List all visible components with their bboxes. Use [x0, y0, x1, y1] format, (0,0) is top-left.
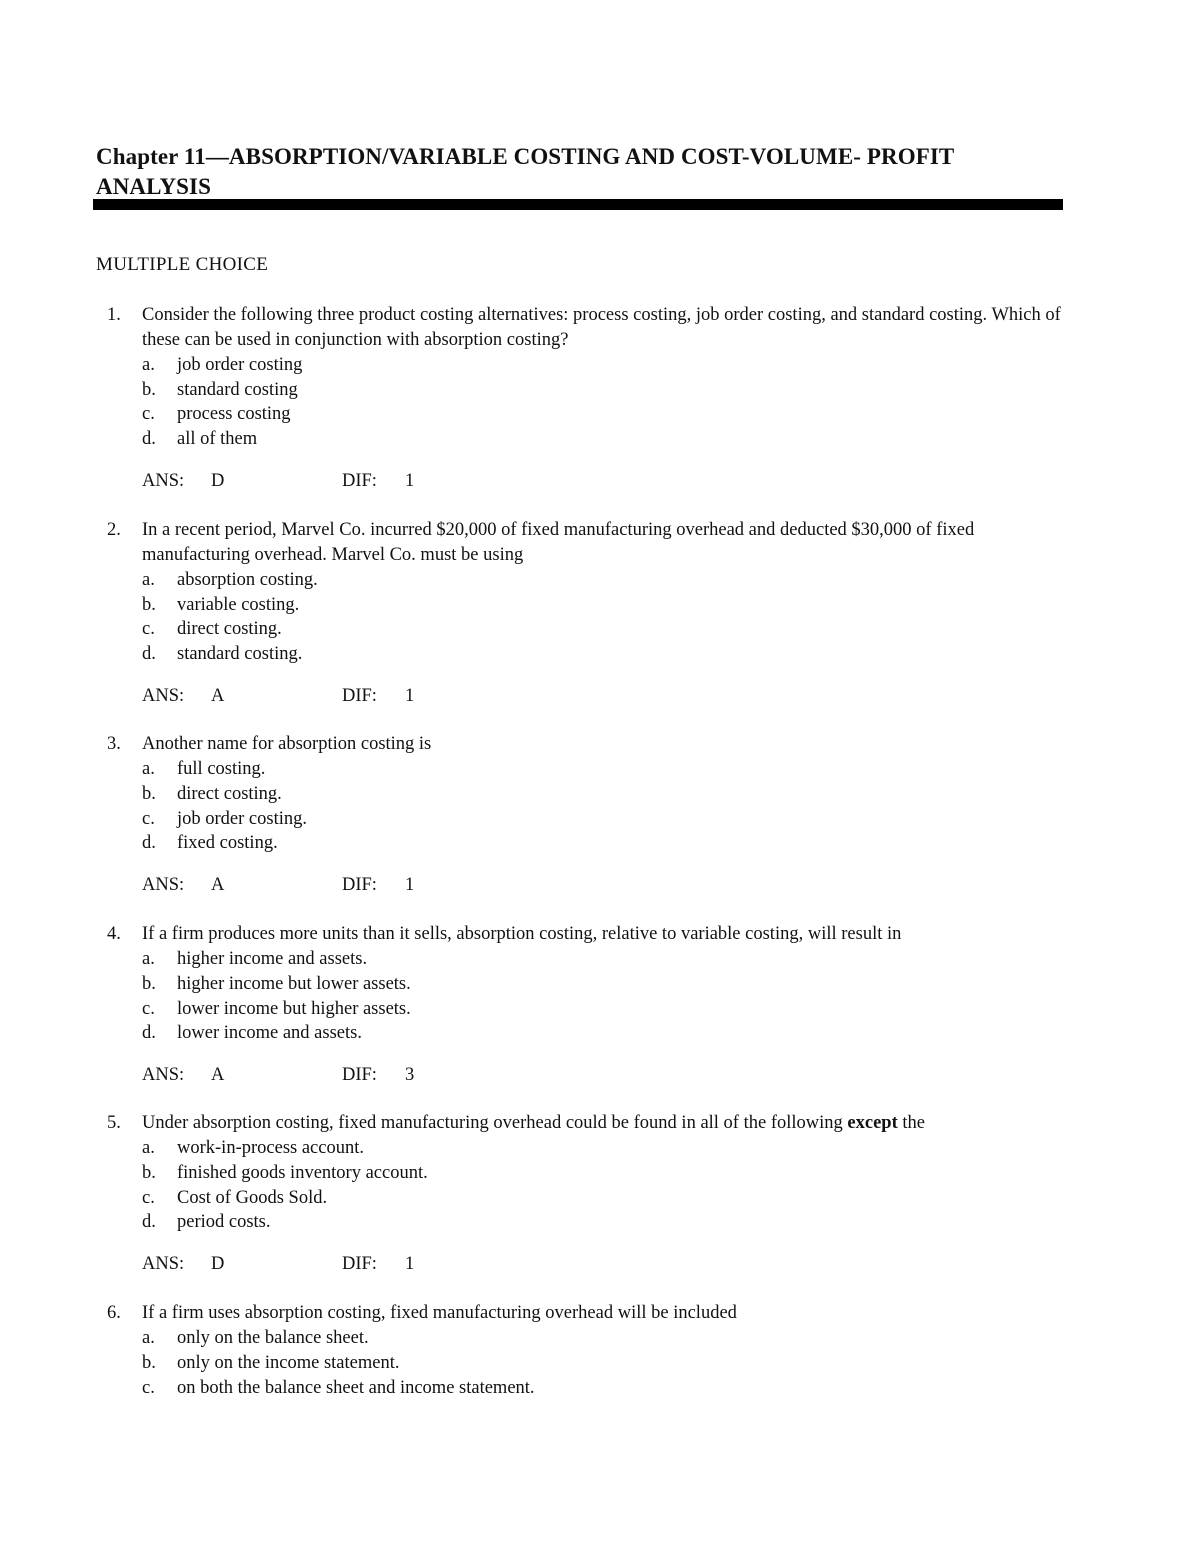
- answer-value: A: [211, 686, 225, 706]
- answer-value: D: [211, 471, 225, 491]
- section-heading: MULTIPLE CHOICE: [96, 254, 269, 275]
- option-letter: d.: [142, 1212, 156, 1232]
- option-letter: c.: [142, 619, 155, 639]
- difficulty-value: 1: [405, 686, 415, 706]
- option-letter: b.: [142, 1163, 156, 1183]
- option-letter: a.: [142, 1328, 155, 1348]
- option-text: job order costing: [177, 355, 303, 375]
- option-letter: a.: [142, 949, 155, 969]
- option-text: Cost of Goods Sold.: [177, 1188, 328, 1208]
- difficulty-value: 3: [405, 1065, 415, 1085]
- option-letter: b.: [142, 1353, 156, 1373]
- question-number: 3.: [107, 734, 121, 754]
- question-text-part: the: [897, 1113, 925, 1133]
- emphasis-except: except: [847, 1113, 898, 1133]
- option-letter: d.: [142, 1023, 156, 1043]
- option-text: all of them: [177, 429, 258, 449]
- option-letter: c.: [142, 1378, 155, 1398]
- option-text: job order costing.: [177, 809, 307, 829]
- answer-label: ANS:: [142, 1065, 185, 1085]
- option-text: process costing: [177, 404, 291, 424]
- option-text: on both the balance sheet and income statement.: [177, 1378, 535, 1398]
- difficulty-value: 1: [405, 471, 415, 491]
- option-letter: b.: [142, 595, 156, 615]
- question-number: 1.: [107, 305, 121, 325]
- option-text: only on the income statement.: [177, 1353, 400, 1373]
- question-text-part: Under absorption costing, fixed manufacturing overhead could be found in all of the following: [142, 1113, 848, 1133]
- question-text: [142, 1301, 1072, 1326]
- option-letter: a.: [142, 355, 155, 375]
- option-letter: c.: [142, 1188, 155, 1208]
- difficulty-label: DIF:: [342, 875, 377, 895]
- option-letter: c.: [142, 404, 155, 424]
- option-text: variable costing.: [177, 595, 300, 615]
- option-text: standard costing: [177, 380, 298, 400]
- option-text: work-in-process account.: [177, 1138, 364, 1158]
- option-text: direct costing.: [177, 619, 282, 639]
- question-text-part: If a firm produces more units than it sells, absorption costing, relative to variable costing, will result in: [142, 924, 902, 944]
- question-text: [142, 303, 1072, 353]
- answer-label: ANS:: [142, 875, 185, 895]
- option-letter: d.: [142, 429, 156, 449]
- option-text: higher income but lower assets.: [177, 974, 411, 994]
- question-text-part: If a firm uses absorption costing, fixed manufacturing overhead will be included: [142, 1303, 737, 1323]
- answer-value: A: [211, 1065, 225, 1085]
- chapter-title: Chapter 11—ABSORPTION/VARIABLE COSTING AND COST-VOLUME- PROFIT ANALYSIS: [96, 144, 954, 199]
- difficulty-value: 1: [405, 875, 415, 895]
- question-text: [142, 732, 1072, 757]
- option-text: only on the balance sheet.: [177, 1328, 369, 1348]
- question-number: 6.: [107, 1303, 121, 1323]
- option-letter: b.: [142, 974, 156, 994]
- option-letter: d.: [142, 644, 156, 664]
- difficulty-label: DIF:: [342, 471, 377, 491]
- option-text: higher income and assets.: [177, 949, 368, 969]
- option-letter: b.: [142, 380, 156, 400]
- question-text: [142, 922, 1072, 947]
- option-letter: b.: [142, 784, 156, 804]
- answer-value: D: [211, 1254, 225, 1274]
- option-letter: a.: [142, 759, 155, 779]
- question-text-part: Another name for absorption costing is: [142, 734, 432, 754]
- option-text: standard costing.: [177, 644, 303, 664]
- option-text: lower income and assets.: [177, 1023, 362, 1043]
- question-number: 4.: [107, 924, 121, 944]
- option-text: lower income but higher assets.: [177, 999, 411, 1019]
- question-number: 5.: [107, 1113, 121, 1133]
- option-text: full costing.: [177, 759, 266, 779]
- option-letter: a.: [142, 570, 155, 590]
- answer-label: ANS:: [142, 471, 185, 491]
- option-text: direct costing.: [177, 784, 282, 804]
- answer-label: ANS:: [142, 686, 185, 706]
- option-letter: c.: [142, 999, 155, 1019]
- option-text: fixed costing.: [177, 833, 278, 853]
- option-text: absorption costing.: [177, 570, 318, 590]
- option-letter: d.: [142, 833, 156, 853]
- difficulty-label: DIF:: [342, 1254, 377, 1274]
- difficulty-value: 1: [405, 1254, 415, 1274]
- option-letter: c.: [142, 809, 155, 829]
- answer-value: A: [211, 875, 225, 895]
- question-number: 2.: [107, 520, 121, 540]
- difficulty-label: DIF:: [342, 1065, 377, 1085]
- question-text-part: Consider the following three product costing alternatives: process costing, job order costing, and standard costing. Which of these can be used in conjunction with absorption costing?: [142, 305, 1061, 350]
- answer-label: ANS:: [142, 1254, 185, 1274]
- question-text: [142, 1111, 1072, 1136]
- option-text: period costs.: [177, 1212, 271, 1232]
- question-text: [142, 518, 1072, 568]
- option-letter: a.: [142, 1138, 155, 1158]
- title-rule: [93, 199, 1063, 210]
- difficulty-label: DIF:: [342, 686, 377, 706]
- question-text-part: In a recent period, Marvel Co. incurred $20,000 of fixed manufacturing overhead and deducted $30,000 of fixed manufacturing overhead. Marvel Co. must be using: [142, 520, 975, 565]
- option-text: finished goods inventory account.: [177, 1163, 428, 1183]
